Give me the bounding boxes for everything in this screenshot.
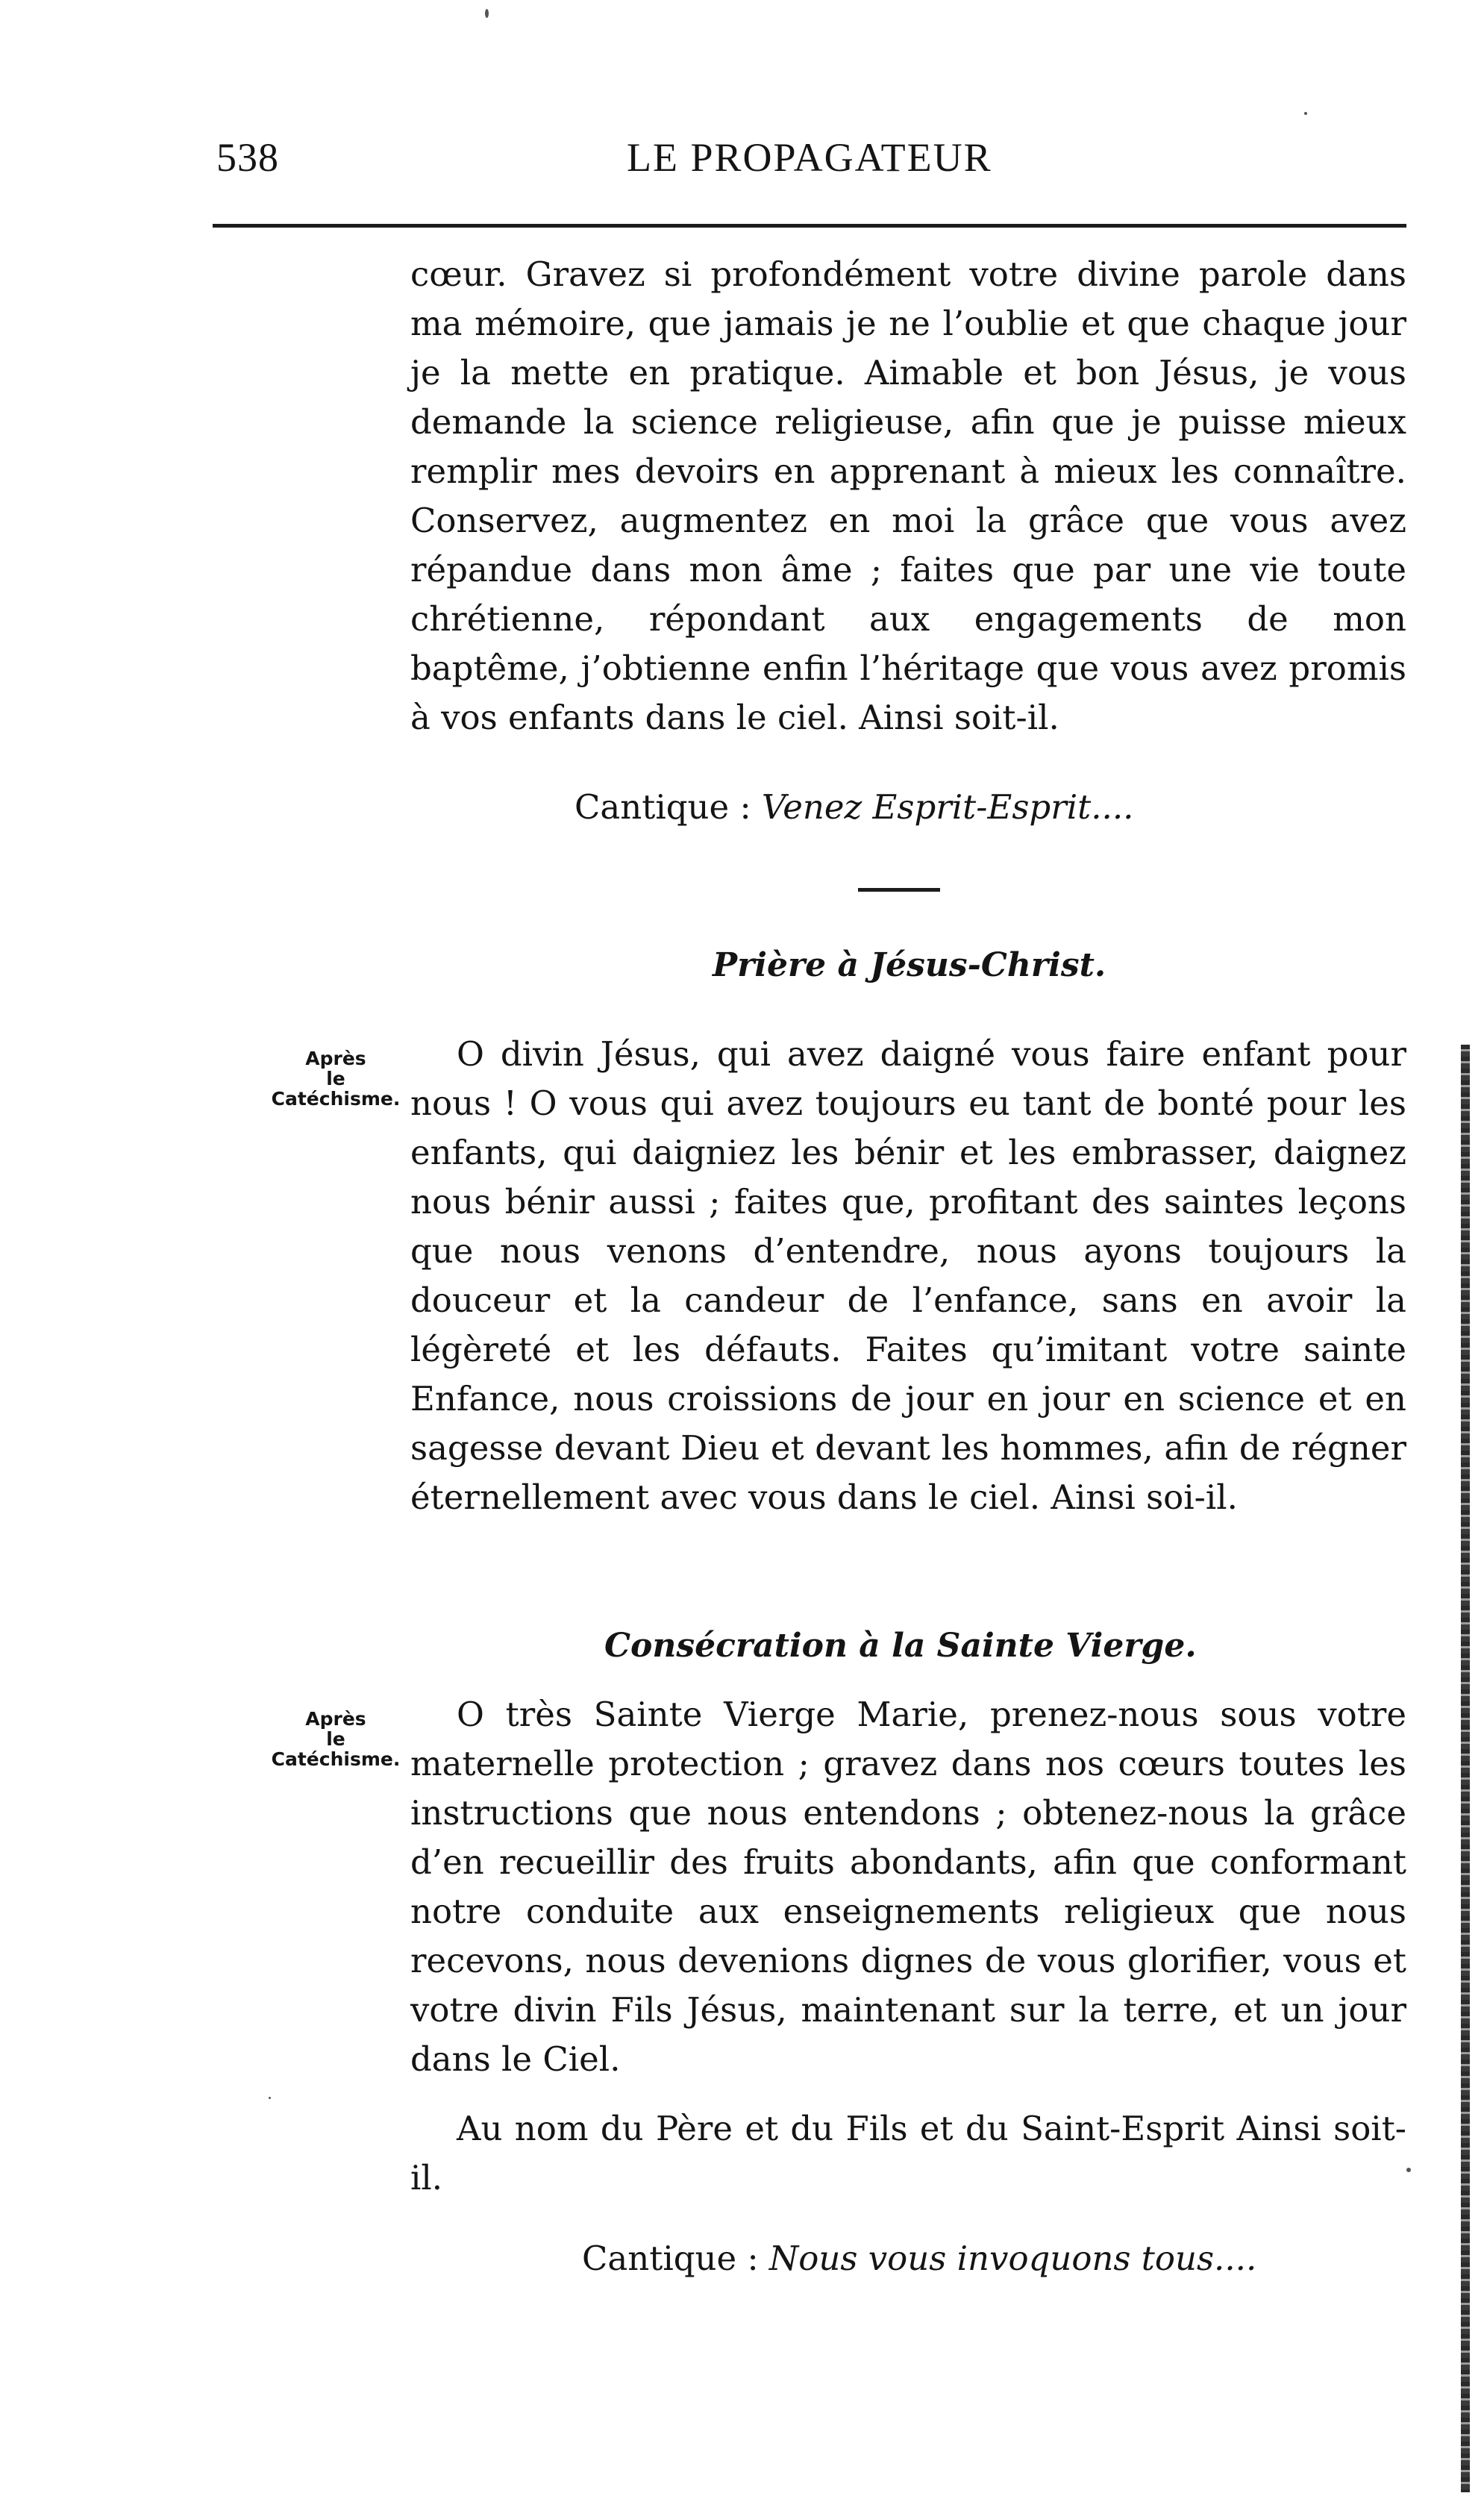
margin-note-line: le [326,1068,345,1089]
margin-note-line: Après [305,1708,366,1730]
scan-speck [1304,112,1307,115]
cantique-line-1 [574,787,1133,827]
section-title-consecration: Consécration à la Sainte Vierge. [604,1627,1197,1665]
scan-speck [269,2097,271,2099]
running-title: LE PROPAGATEUR [627,135,992,180]
scan-edge-strip [1461,1045,1470,2492]
paragraph-consecration-vierge: O très Sainte Vierge Marie, prenez-nous sous votre maternelle protection ; gravez dans nos cœurs toutes les instructions que nous entendons ; obtenez-nous la grâce d’en recueillir des fruits abondants, afin que conformant notre conduite aux enseignements religieux que nous recevons, nous devenions dignes de vous glorifier, vous et votre divin Fils Jésus, maintenant sur la terre, et un jour dans le Ciel. [410,1695,1406,2079]
margin-note-line: Catéchisme. [271,1088,401,1110]
paragraph-prayer-continuation: cœur. Gravez si profondément votre divine parole dans ma mémoire, que jamais je ne l’oublie et que chaque jour je la mette en pratique. Aimable et bon Jésus, je vous demande la science religieuse, afin que je puisse mieux remplir mes devoirs en apprenant à mieux les connaître. Conservez, augmentez en moi la grâce que vous avez répandue dans mon âme ; faites que par une vie toute chrétienne, répondant aux engagements de mon baptême, j’obtienne enfin l’héritage que vous avez promis à vos enfants dans le ciel. Ainsi soit-il. [410,254,1406,737]
page-number: 538 [216,135,279,180]
section-title-priere: Prière à Jésus-Christ. [713,946,1106,984]
scan-speck [485,9,489,18]
paragraph-doxology: Au nom du Père et du Fils et du Saint-Esprit Ainsi soit-il. [410,2109,1406,2198]
section-divider [858,888,940,892]
cantique-title: Nous vous invoquons tous.... [768,2239,1257,2278]
margin-note-line: Après [305,1048,366,1069]
scan-speck [1406,2168,1411,2172]
paragraph-priere-jesus: O divin Jésus, qui avez daigné vous faire enfant pour nous ! O vous qui avez toujours eu tant de bonté pour les enfants, qui daigniez les bénir et les embrasser, daignez nous bénir aussi ; faites que, profitant des saintes leçons que nous venons d’entendre, nous ayons toujours la douceur et la candeur de l’enfance, sans en avoir la légèreté et les défauts. Faites qu’imitant votre sainte Enfance, nous croissions de jour en jour en science et en sagesse devant Dieu et devant les hommes, afin de régner éternellement avec vous dans le ciel. Ainsi soi-il. [410,1034,1406,1517]
margin-note-line: le [326,1728,345,1750]
margin-note-apres-catechisme [246,1048,425,1109]
margin-note-line: Catéchisme. [271,1748,401,1770]
cantique-label: Cantique : [582,2239,769,2278]
cantique-line-2 [582,2239,1256,2278]
cantique-label: Cantique : [574,787,762,827]
cantique-title: Venez Esprit-Esprit.... [761,787,1134,827]
margin-note-apres-catechisme [246,1709,425,1769]
header-rule [213,224,1406,228]
